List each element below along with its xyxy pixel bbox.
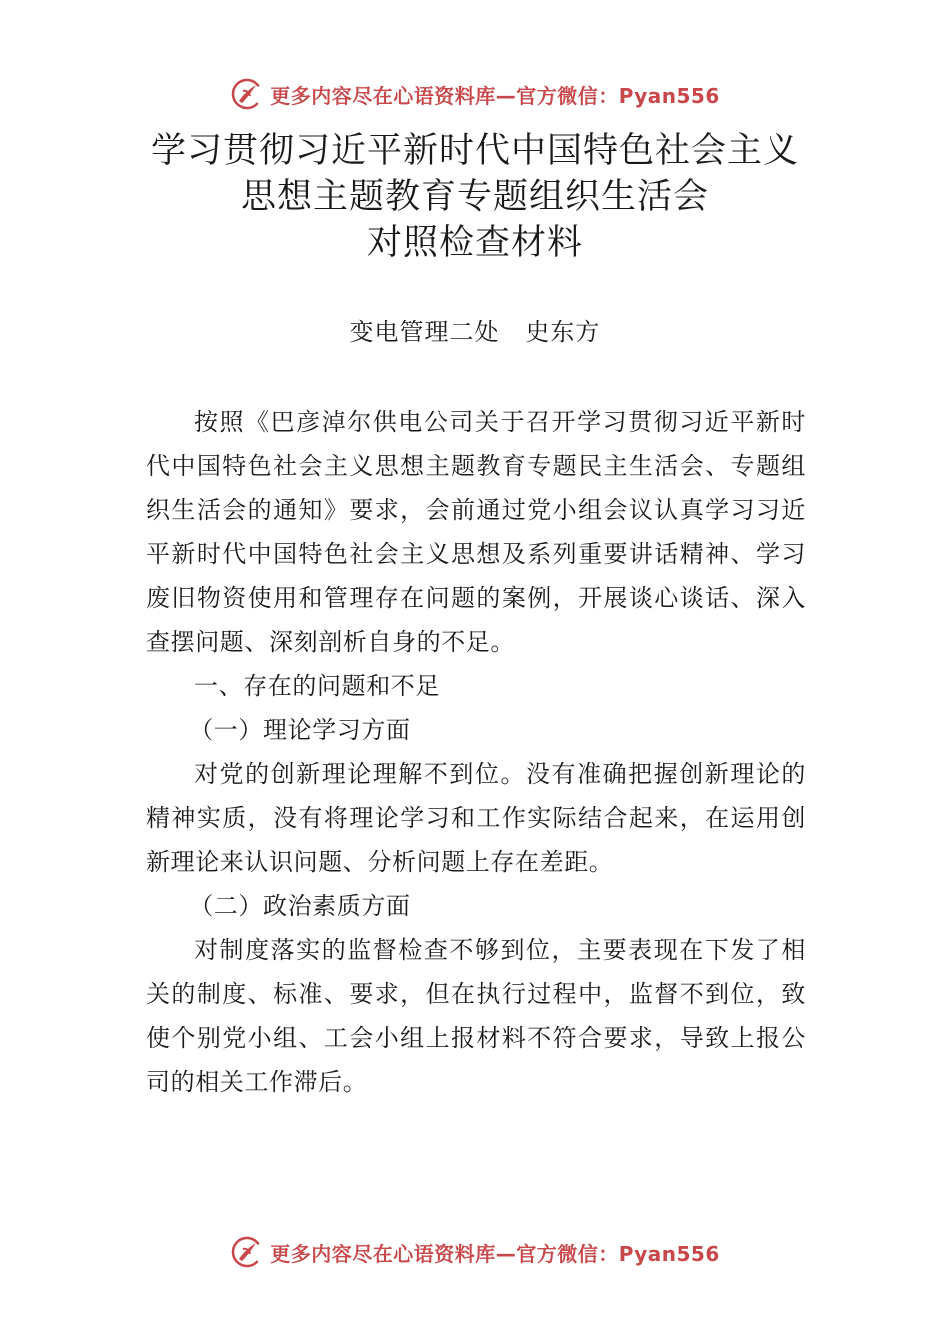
subheading-theory-study: （一）理论学习方面 xyxy=(189,716,411,744)
footer-watermark xyxy=(0,1232,950,1272)
section-heading-problems: 一、存在的问题和不足 xyxy=(194,672,440,700)
subheading-political-quality: （二）政治素质方面 xyxy=(189,892,411,920)
intro-paragraph: 按照《巴彦淖尔供电公司关于召开学习贯彻习近平新时代中国特色社会主义思想主题教育专题民主生活会、专题组织生活会的通知》要求，会前通过党小组会议认真学习习近平新时代中国特色社会主义思想及系列重要讲话精神、学习废旧物资使用和管理存在问题的案例，开展谈心谈话、深入查摆问题、深刻剖析自身的不足。 xyxy=(146,408,806,656)
brush-logo-icon xyxy=(230,1235,264,1269)
author-line: 变电管理二处 史东方 xyxy=(349,318,601,346)
title-line-2: 思想主题教育专题组织生活会 xyxy=(240,177,709,217)
brush-logo-icon xyxy=(230,77,264,111)
watermark-text: 更多内容尽在心语资料库—官方微信：Pyan556 xyxy=(270,83,720,108)
title-line-3: 对照检查材料 xyxy=(366,223,583,263)
document-body xyxy=(146,400,806,1104)
header-watermark xyxy=(0,74,950,114)
paragraph-theory-study: 对党的创新理论理解不到位。没有准确把握创新理论的精神实质，没有将理论学习和工作实际结合起来，在运用创新理论来认识问题、分析问题上存在差距。 xyxy=(146,760,806,876)
watermark-text: 更多内容尽在心语资料库—官方微信：Pyan556 xyxy=(270,1241,720,1266)
paragraph-political-quality: 对制度落实的监督检查不够到位，主要表现在下发了相关的制度、标准、要求，但在执行过程中，监督不到位，致使个别党小组、工会小组上报材料不符合要求，导致上报公司的相关工作滞后。 xyxy=(146,936,806,1096)
document-title xyxy=(0,128,950,266)
title-line-1: 学习贯彻习近平新时代中国特色社会主义 xyxy=(150,131,799,171)
